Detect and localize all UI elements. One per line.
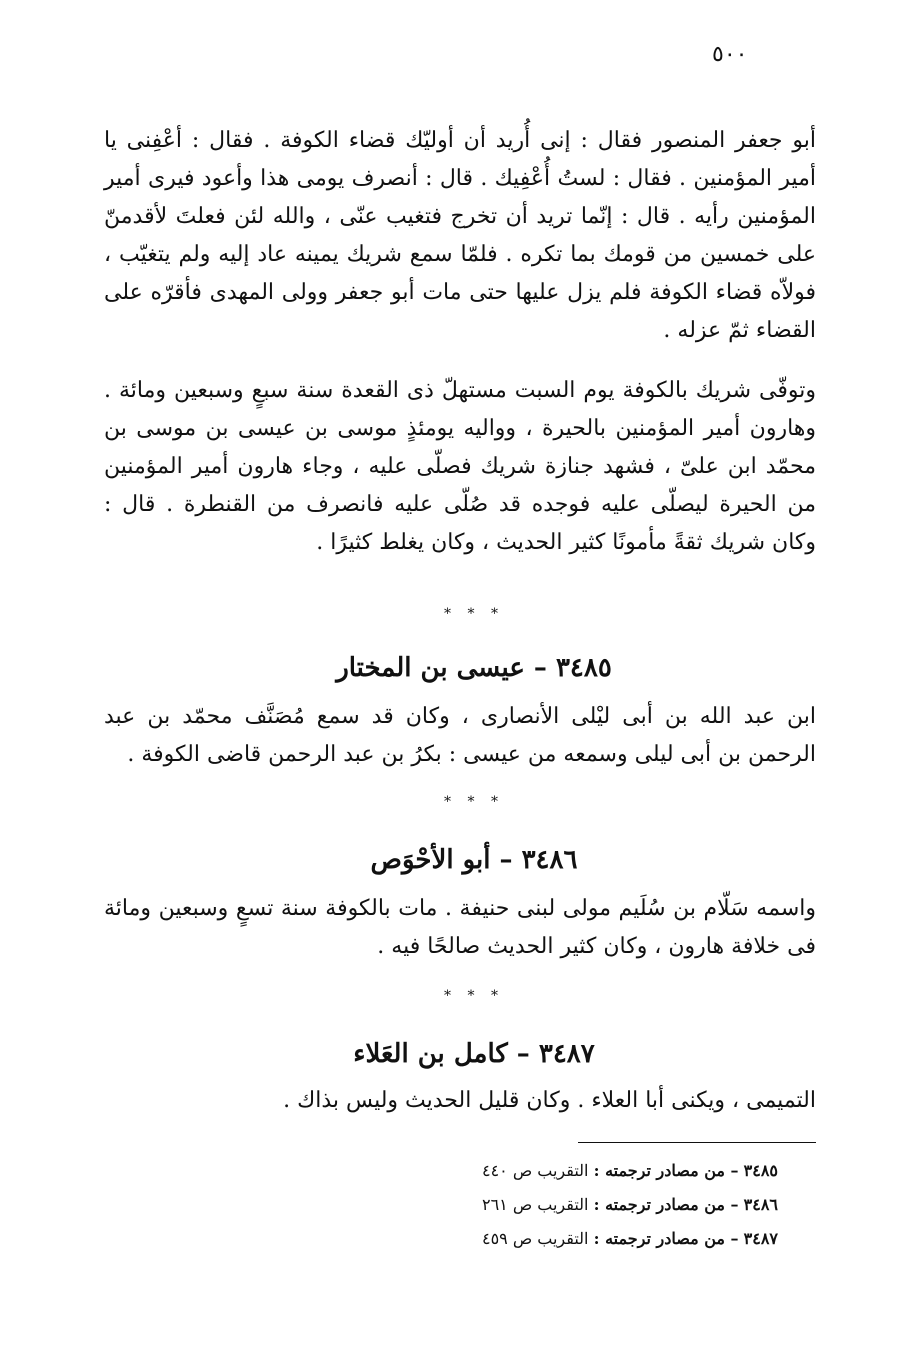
footnote	[360, 1222, 778, 1256]
footnote-source: التقريب ص ٢٦١	[481, 1195, 589, 1214]
footnote-label: – من مصادر ترجمته :	[593, 1229, 739, 1248]
paragraph: وتوفّى شريك بالكوفة يوم السبت مستهلّ ذى القعدة سنة سبعٍ وسبعين ومائة . وهارون أمير المؤمنين بالحيرة ، وواليه يومئذٍ موسى بن عيسى بن موسى بن محمّد ابن علىّ ، فشهد جنازة شريك فصلّى عليه ، وجاء هارون أمير المؤمنين من الحيرة ليصلّى عليه فوجده قد صُلّى عليه فانصرف من القنطرة . قال : وكان شريك ثقةً مأمونًا كثير الحديث ، وكان يغلط كثيرًا .	[104, 378, 816, 555]
footnote-label: – من مصادر ترجمته :	[593, 1195, 739, 1214]
page-number: ٥٠٠	[712, 42, 748, 67]
footnotes	[360, 1154, 778, 1256]
entry-heading: ٣٤٨٦ – أبو الأحْوَص	[370, 845, 578, 875]
section-separator: * * *	[444, 606, 504, 622]
footnote-label: – من مصادر ترجمته :	[593, 1161, 739, 1180]
footnote-number: ٣٤٨٥	[743, 1161, 778, 1180]
footnote-divider	[578, 1142, 816, 1143]
footnote-source: التقريب ص ٤٤٠	[481, 1161, 589, 1180]
footnote-number: ٣٤٨٧	[743, 1229, 778, 1248]
entry-body: واسمه سَلّام بن سُلَيم مولى لبنى حنيفة . مات بالكوفة سنة تسعٍ وسبعين ومائة فى خلافة هارون ، وكان كثير الحديث صالحًا فيه .	[104, 896, 816, 959]
entry-body: ابن عبد الله بن أبى ليْلى الأنصارى ، وكان قد سمع مُصَنَّف محمّد بن عبد الرحمن بن أبى ليلى وسمعه من عيسى : بكرُ بن عبد الرحمن قاضى الكوفة .	[104, 704, 816, 767]
footnote	[360, 1188, 778, 1222]
footnote-source: التقريب ص ٤٥٩	[481, 1229, 589, 1248]
paragraph: أبو جعفر المنصور فقال : إنى أُريد أن أوليّك قضاء الكوفة . فقال : أعْفِنى يا أمير المؤمنين . فقال : لستُ أُعْفِيك . قال : أنصرف يومى هذا وأعود فيرى أمير المؤمنين رأيه . قال : إنّما تريد أن تخرج فتغيب عنّى ، والله لئن فعلتَ لأقدمنّ على خمسين من قومك بما تكره . فلمّا سمع شريك يمينه عاد إليه ولم يتغيّب ، فولاّه قضاء الكوفة فلم يزل عليها حتى مات أبو جعفر وولى المهدى فأقرّه على القضاء ثمّ عزله .	[104, 128, 816, 343]
entry-heading: ٣٤٨٥ – عيسى بن المختار	[336, 653, 612, 683]
section-separator: * * *	[444, 794, 504, 810]
entry-heading: ٣٤٨٧ – كامل بن العَلاء	[353, 1039, 595, 1069]
footnote	[360, 1154, 778, 1188]
section-separator: * * *	[444, 988, 504, 1004]
entry-body: التميمى ، ويكنى أبا العلاء . وكان قليل الحديث وليس بذاك .	[283, 1088, 816, 1113]
footnote-number: ٣٤٨٦	[743, 1195, 778, 1214]
